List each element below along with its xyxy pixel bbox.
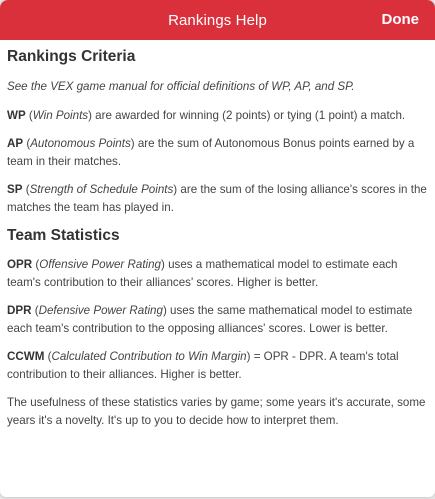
help-content	[0, 48, 435, 429]
team-statistics-heading: Team Statistics	[7, 227, 120, 244]
wp-name: Win Points	[32, 108, 89, 122]
dpr-definition: DPR (Defensive Power Rating) uses the same mathematical model to estimate each team's contribution to the opposing alliances' scores. Lower is better.	[7, 304, 413, 335]
opr-name: Offensive Power Rating	[39, 258, 162, 271]
ccwm-desc: ) = OPR - DPR. A team's total contribution to their alliances. Higher is better.	[7, 350, 399, 381]
sp-desc: ) are the sum of the losing alliance's scores in the matches the team has played in.	[7, 183, 427, 214]
sp-definition: SP (Strength of Schedule Points) are the sum of the losing alliance's scores in the matches the team has played in.	[7, 183, 427, 214]
ccwm-definition: CCWM (Calculated Contribution to Win Margin) = OPR - DPR. A team's total contribution to their alliances. Higher is better.	[7, 350, 399, 381]
opr-definition: OPR (Offensive Power Rating) uses a mathematical model to estimate each team's contribution to their alliances' scores. Higher is better.	[7, 258, 398, 289]
nav-title: Rankings Help	[168, 11, 267, 29]
criteria-intro: See the VEX game manual for official definitions of WP, AP, and SP.	[7, 80, 355, 93]
rankings-criteria-heading: Rankings Criteria	[7, 48, 136, 65]
ap-abbr: AP	[7, 137, 24, 150]
wp-desc: ) are awarded for winning (2 points) or tying (1 point) a match.	[88, 108, 406, 122]
opr-desc: ) uses a mathematical model to estimate each team's contribution to their alliances' scores. Higher is better.	[7, 258, 398, 289]
sp-abbr: SP	[7, 183, 23, 196]
ap-name: Autonomous Points	[30, 137, 131, 150]
dpr-abbr: DPR	[7, 304, 32, 317]
statistics-note: The usefulness of these statistics varies by game; some years it's accurate, some years it's a novelty. It's up to you to decide how to interpret them.	[7, 396, 426, 427]
navigation-bar	[0, 0, 435, 40]
ap-desc: ) are the sum of Autonomous Bonus points earned by a team in their matches.	[7, 137, 415, 168]
wp-definition: WP (Win Points) are awarded for winning (2 points) or tying (1 point) a match.	[7, 108, 406, 122]
dpr-name: Defensive Power Rating	[38, 304, 163, 317]
dpr-desc: ) uses the same mathematical model to estimate each team's contribution to the opposing alliances' scores. Lower is better.	[7, 304, 413, 335]
sp-name: Strength of Schedule Points	[29, 183, 174, 196]
done-button[interactable]: Done	[382, 0, 420, 40]
ccwm-abbr: CCWM	[7, 350, 45, 363]
ap-definition: AP (Autonomous Points) are the sum of Autonomous Bonus points earned by a team in their matches.	[7, 137, 415, 168]
ccwm-name: Calculated Contribution to Win Margin	[51, 350, 247, 363]
opr-abbr: OPR	[7, 258, 33, 271]
wp-abbr: WP	[7, 108, 26, 122]
